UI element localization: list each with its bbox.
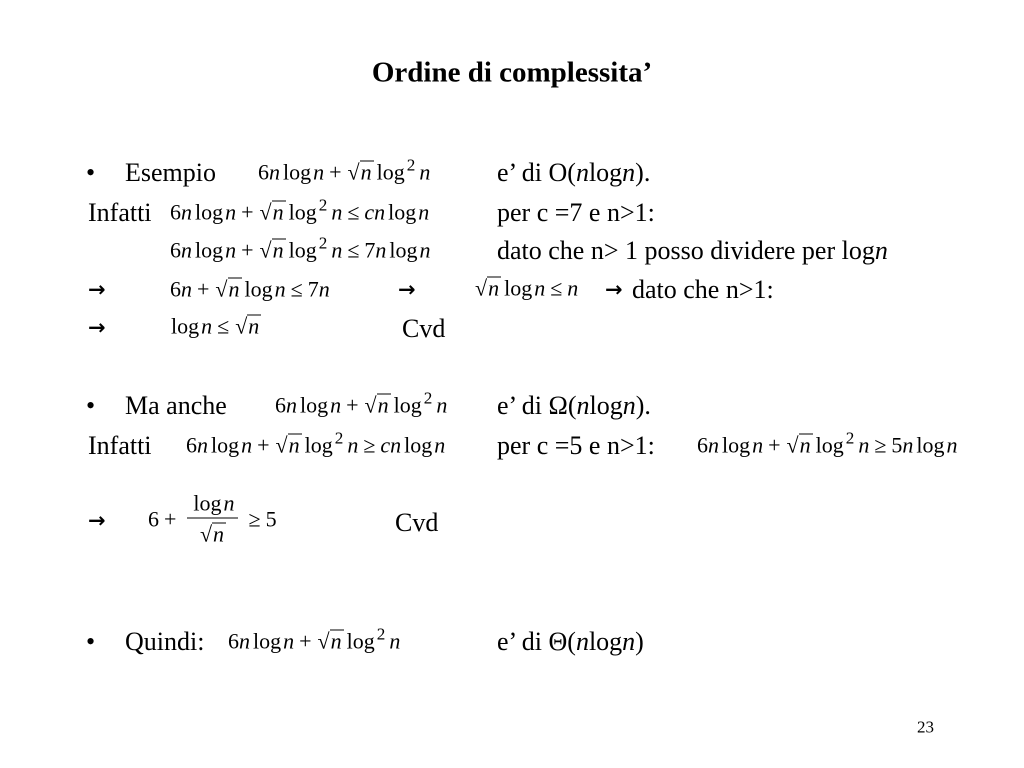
slide-title: Ordine di complessita’ bbox=[371, 56, 653, 89]
variable: n bbox=[375, 237, 387, 263]
claim-variable: n bbox=[622, 627, 636, 656]
variable: n bbox=[567, 275, 579, 301]
variable: cn bbox=[364, 199, 386, 225]
constant-note: per c =5 e n>1: bbox=[497, 431, 655, 460]
claim-log: log bbox=[588, 158, 623, 187]
operator: ≤ bbox=[550, 275, 563, 301]
claim-log: log bbox=[589, 391, 623, 420]
claim-variable: n bbox=[622, 158, 636, 187]
upper-bound-inequality-7 bbox=[170, 233, 431, 263]
radical-sign: √ bbox=[199, 521, 213, 547]
log-function: log bbox=[193, 490, 222, 516]
coefficient: 5 bbox=[891, 432, 903, 458]
variable: n bbox=[902, 432, 914, 458]
fraction-right-part bbox=[244, 508, 277, 530]
claim-variable: n bbox=[622, 391, 636, 420]
radicand: n bbox=[272, 237, 284, 263]
coefficient: 7 bbox=[364, 237, 376, 263]
operator: ≤ bbox=[347, 237, 360, 263]
radicand: n bbox=[330, 628, 342, 654]
variable: n bbox=[225, 199, 237, 225]
lower-bound-inequality-5 bbox=[697, 428, 958, 458]
implies-arrow-icon: → bbox=[88, 508, 106, 533]
log-function: log bbox=[815, 432, 844, 458]
implies-arrow-icon: → bbox=[88, 315, 106, 340]
radicand: n bbox=[213, 521, 225, 547]
coefficient: 6 bbox=[170, 237, 181, 263]
variable: n bbox=[223, 490, 235, 516]
operator: ≤ bbox=[217, 313, 230, 339]
operator: + bbox=[346, 392, 359, 418]
log-function: log bbox=[195, 199, 224, 225]
constant-note: per c =7 e n>1: bbox=[497, 198, 655, 227]
variable: n bbox=[225, 237, 237, 263]
big-o-claim bbox=[497, 160, 650, 186]
variable: n bbox=[181, 199, 192, 225]
log-function: log bbox=[388, 199, 417, 225]
coefficient: 6 bbox=[697, 432, 708, 458]
variable: n bbox=[318, 276, 330, 302]
radical-sign: √ bbox=[215, 276, 228, 302]
log-function: log bbox=[722, 432, 751, 458]
operator: ≤ bbox=[347, 199, 360, 225]
variable: cn bbox=[380, 432, 402, 458]
variable: n bbox=[286, 392, 297, 418]
implies-arrow-icon: → bbox=[605, 277, 623, 302]
exponent: 2 bbox=[334, 428, 344, 448]
final-inequality bbox=[168, 315, 261, 338]
operator: + bbox=[241, 199, 254, 225]
variable: n bbox=[858, 432, 870, 458]
claim-variable: n bbox=[576, 391, 590, 420]
variable: n bbox=[436, 392, 448, 418]
log-function: log bbox=[504, 275, 533, 301]
operator: + bbox=[299, 628, 312, 654]
coefficient: 6 bbox=[170, 199, 181, 225]
variable: n bbox=[419, 237, 431, 263]
operator: + bbox=[329, 159, 342, 185]
variable: n bbox=[283, 628, 295, 654]
radical-sign: √ bbox=[259, 199, 272, 225]
upper-bound-inequality bbox=[170, 195, 430, 225]
example-label: Esempio bbox=[125, 158, 216, 187]
variable: n bbox=[347, 432, 359, 458]
variable: n bbox=[181, 237, 192, 263]
reduced-inequality bbox=[474, 277, 578, 300]
operator: + bbox=[768, 432, 781, 458]
log-function: log bbox=[288, 199, 317, 225]
variable: n bbox=[708, 432, 719, 458]
variable: n bbox=[330, 392, 342, 418]
operator: + bbox=[164, 506, 177, 531]
log-function: log bbox=[288, 237, 317, 263]
coefficient: 5 bbox=[265, 506, 277, 531]
conclusion-formula bbox=[228, 624, 401, 654]
coefficient: 6 bbox=[186, 432, 197, 458]
log-function: log bbox=[393, 392, 422, 418]
log-function: log bbox=[346, 628, 375, 654]
bullet-point: • bbox=[86, 627, 96, 656]
exponent: 2 bbox=[406, 155, 416, 175]
note-variable: n bbox=[874, 236, 888, 265]
claim-text: e’ di Θ( bbox=[497, 627, 576, 656]
variable: n bbox=[419, 159, 431, 185]
variable: n bbox=[946, 432, 958, 458]
coefficient: 6 bbox=[148, 506, 159, 531]
radicand: n bbox=[228, 276, 240, 302]
radicand: n bbox=[488, 275, 500, 301]
lower-bound-label: Ma anche bbox=[125, 391, 227, 420]
division-note bbox=[497, 238, 888, 264]
fraction-numerator bbox=[187, 490, 237, 519]
variable: n bbox=[331, 199, 343, 225]
claim-text: e’ di Ω( bbox=[497, 391, 577, 420]
radical-sign: √ bbox=[364, 392, 377, 418]
log-function: log bbox=[253, 628, 282, 654]
log-function: log bbox=[211, 432, 240, 458]
example-formula bbox=[258, 155, 431, 185]
exponent: 2 bbox=[318, 195, 328, 215]
variable: n bbox=[201, 313, 213, 339]
radical-sign: √ bbox=[317, 628, 330, 654]
variable: n bbox=[752, 432, 764, 458]
radicand: n bbox=[799, 432, 811, 458]
implies-arrow-icon: → bbox=[398, 277, 416, 302]
exponent: 2 bbox=[423, 388, 433, 408]
fraction-inequality bbox=[148, 490, 277, 547]
log-function: log bbox=[244, 276, 273, 302]
radical-sign: √ bbox=[235, 313, 248, 339]
operator: + bbox=[197, 276, 210, 302]
condition-note: dato che n>1: bbox=[632, 275, 774, 304]
exponent: 2 bbox=[318, 233, 328, 253]
log-function: log bbox=[195, 237, 224, 263]
coefficient: 6 bbox=[275, 392, 286, 418]
exponent: 2 bbox=[376, 624, 386, 644]
note-text: dato che n> 1 posso dividere per log bbox=[497, 236, 875, 265]
conclusion-label: Quindi: bbox=[125, 627, 205, 656]
claim-text: ) bbox=[635, 627, 644, 656]
claim-variable: n bbox=[575, 627, 589, 656]
operator: ≥ bbox=[248, 506, 261, 531]
claim-log: log bbox=[588, 627, 623, 656]
bullet-point: • bbox=[86, 391, 96, 420]
cvd-label: Cvd bbox=[402, 314, 446, 343]
log-function: log bbox=[283, 159, 312, 185]
lower-bound-inequality bbox=[186, 428, 446, 458]
variable: n bbox=[197, 432, 208, 458]
radicand: n bbox=[288, 432, 300, 458]
radicand: n bbox=[248, 313, 260, 339]
variable: n bbox=[241, 432, 253, 458]
claim-text: ). bbox=[635, 158, 651, 187]
operator: ≥ bbox=[363, 432, 376, 458]
radicand: n bbox=[360, 159, 372, 185]
coefficient: 6 bbox=[228, 628, 239, 654]
log-function: log bbox=[404, 432, 433, 458]
variable: n bbox=[181, 276, 192, 302]
coefficient: 7 bbox=[307, 276, 319, 302]
log-function: log bbox=[171, 313, 200, 339]
coefficient: 6 bbox=[258, 159, 269, 185]
variable: n bbox=[534, 275, 546, 301]
log-function: log bbox=[916, 432, 945, 458]
variable: n bbox=[331, 237, 343, 263]
implies-arrow-icon: → bbox=[88, 277, 106, 302]
claim-text: ). bbox=[635, 391, 651, 420]
log-function: log bbox=[376, 159, 405, 185]
radicand: n bbox=[272, 199, 284, 225]
variable: n bbox=[274, 276, 286, 302]
variable: n bbox=[239, 628, 250, 654]
cvd-label: Cvd bbox=[395, 508, 439, 537]
radical-sign: √ bbox=[786, 432, 799, 458]
fraction bbox=[187, 490, 237, 547]
coefficient: 6 bbox=[170, 276, 181, 302]
radical-sign: √ bbox=[275, 432, 288, 458]
omega-claim bbox=[497, 393, 651, 419]
page-number: 23 bbox=[917, 717, 934, 737]
claim-variable: n bbox=[575, 158, 589, 187]
bullet-point: • bbox=[86, 158, 96, 187]
log-function: log bbox=[300, 392, 329, 418]
operator: + bbox=[257, 432, 270, 458]
log-function: log bbox=[389, 237, 418, 263]
fraction-denominator bbox=[199, 519, 226, 546]
lower-bound-formula bbox=[275, 388, 448, 418]
radical-sign: √ bbox=[259, 237, 272, 263]
operator: + bbox=[241, 237, 254, 263]
exponent: 2 bbox=[845, 428, 855, 448]
theta-claim bbox=[497, 629, 644, 655]
operator: ≥ bbox=[874, 432, 887, 458]
proof-label: Infatti bbox=[88, 198, 152, 227]
variable: n bbox=[418, 199, 430, 225]
proof-label: Infatti bbox=[88, 431, 152, 460]
variable: n bbox=[434, 432, 446, 458]
radical-sign: √ bbox=[347, 159, 360, 185]
operator: ≤ bbox=[290, 276, 303, 302]
simplified-inequality bbox=[170, 278, 330, 301]
radicand: n bbox=[377, 392, 389, 418]
claim-text: e’ di O( bbox=[497, 158, 576, 187]
log-function: log bbox=[304, 432, 333, 458]
radical-sign: √ bbox=[475, 275, 488, 301]
variable: n bbox=[313, 159, 325, 185]
variable: n bbox=[269, 159, 280, 185]
fraction-left-part bbox=[148, 508, 181, 530]
variable: n bbox=[389, 628, 401, 654]
